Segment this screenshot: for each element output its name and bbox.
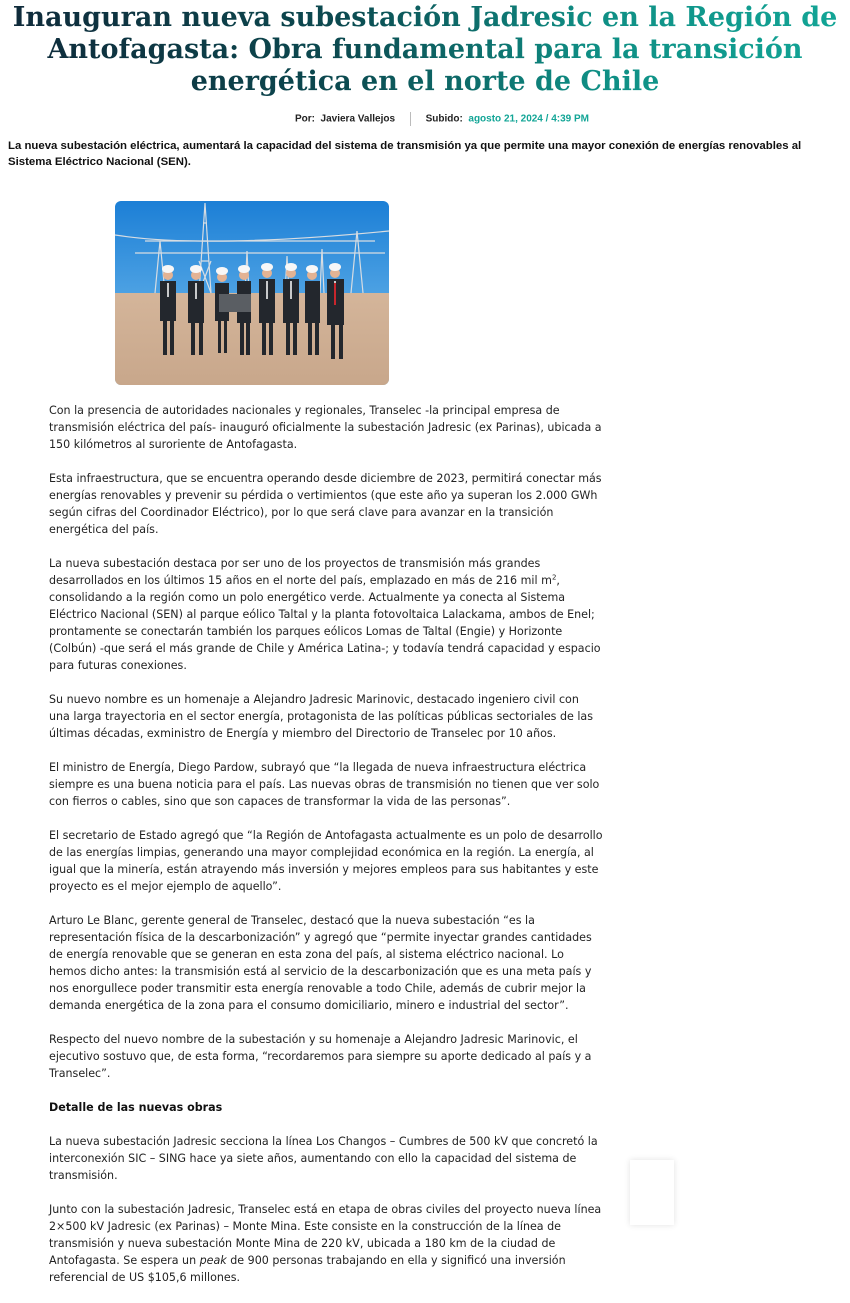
paragraph: El ministro de Energía, Diego Pardow, subrayó que “la llegada de nueva infraestructura eléctrica siempre es una buena noticia para el país. Las nuevas obras de transmisión no tienen que ver solo con fierros o cables, sino que son capaces de transformar la vida de las personas”.: [49, 761, 600, 808]
paragraph: La nueva subestación destaca por ser uno de los proyectos de transmisión más grandes desarrollados en los últimos 15 años en el norte del país, emplazado en más de 216 mil $m^2$, consolidando a la región como un polo energético verde. Actualmente ya conecta al Sistema Eléctrico Nacional (SEN) al parque eólico Taltal y la planta fotovoltaica Lalackama, ambos de Enel; prontamente se conectarán también los parques eólicos Lomas de Taltal (Engie) y Horizonte (Colbún) -que será el más grande de Chile y América Latina-; y todavía tendrá capacidad y espacio para futuras conexiones.: [49, 557, 601, 672]
meta-divider: [410, 112, 411, 126]
paragraph: Arturo Le Blanc, gerente general de Transelec, destacó que la nueva subestación “es la representación física de la descarbonización” y agregó que “permite inyectar grandes cantidades de energía renovable que se generan en esta zona del país, al sistema eléctrico nacional. Lo hemos dicho antes: la transmisión está al servicio de la descarbonización que es una meta país y nos enorgullece poder transmitir esta energía renovable a todo Chile, además de cubrir mejor la demanda energética de la zona para el consumo domiciliario, minero e industrial del sector”.: [49, 914, 592, 1012]
paragraph: Con la presencia de autoridades nacionales y regionales, Transelec -la principal empresa de transmisión eléctrica del país- inauguró oficialmente la subestación Jadresic (ex Parinas), ubicada a 150 kilómetros al suroriente de Antofagasta.: [49, 404, 602, 451]
paragraph: Esta infraestructura, que se encuentra operando desde diciembre de 2023, permitirá conectar más energías renovables y prevenir su pérdida o vertimientos (que este año ya superan los 2.000 GWh según cifras del Coordinador Eléctrico), por lo que será clave para avanzar en la transición energética del país.: [49, 472, 602, 536]
paragraph: La nueva subestación Jadresic secciona la línea Los Changos – Cumbres de 500 kV que concretó la interconexión SIC – SING hace ya siete años, aumentando con ello la capacidad del sistema de transmisión.: [49, 1135, 598, 1182]
paragraph: Junto con la subestación Jadresic, Transelec está en etapa de obras civiles del proyecto nueva línea 2×500 kV Jadresic (ex Parinas) – Monte Mina. Este consiste en la construcción de la línea de transmisión y nueva subestación Monte Mina de 220 kV, ubicada a 180 km de la ciudad de Antofagasta. Se espera un peak de 900 personas trabajando en ella y significó una inversión referencial de US $105,6 millones.: [49, 1203, 602, 1284]
floating-widget[interactable]: [630, 1160, 674, 1225]
paragraph: Respecto del nuevo nombre de la subestación y su homenaje a Alejandro Jadresic Marinovic, el ejecutivo sostuvo que, de esta forma, “recordaremos para siempre su aporte dedicado al país y a Transelec”.: [49, 1033, 592, 1080]
article-body: [49, 402, 603, 1303]
article-photo: [115, 201, 389, 385]
paragraph: Su nuevo nombre es un homenaje a Alejandro Jadresic Marinovic, destacado ingeniero civil con una larga trayectoria en el sector energía, protagonista de las políticas públicas sectoriales de las últimas décadas, exministro de Energía y miembro del Directorio de Transelec por 10 años.: [49, 693, 594, 740]
author-name[interactable]: Javiera Vallejos: [320, 113, 396, 125]
paragraph: El secretario de Estado agregó que “la Región de Antofagasta actualmente es un polo de desarrollo de las energías limpias, generando una mayor complejidad económica en la región. La energía, al igual que la minería, están atrayendo más inversión y mejores empleos para sus habitantes y este proyecto es el mejor ejemplo de aquello”.: [49, 829, 603, 893]
uploaded-date: agosto 21, 2024 / 4:39 PM: [468, 113, 590, 125]
section-subheading: Detalle de las nuevas obras: [49, 1101, 223, 1114]
author-label: Por:: [294, 113, 315, 125]
article-lead: La nueva subestación eléctrica, aumentará la capacidad del sistema de transmisión ya que permite una mayor conexión de energías renovables al Sistema Eléctrico Nacional (SEN).: [8, 140, 802, 168]
article-title: Inauguran nueva subestación Jadresic en la Región de Antofagasta: Obra fundamental para la transición energética en el norte de Chile: [8, 2, 842, 98]
article-meta: [0, 112, 850, 126]
uploaded-label: Subido:: [425, 113, 463, 125]
